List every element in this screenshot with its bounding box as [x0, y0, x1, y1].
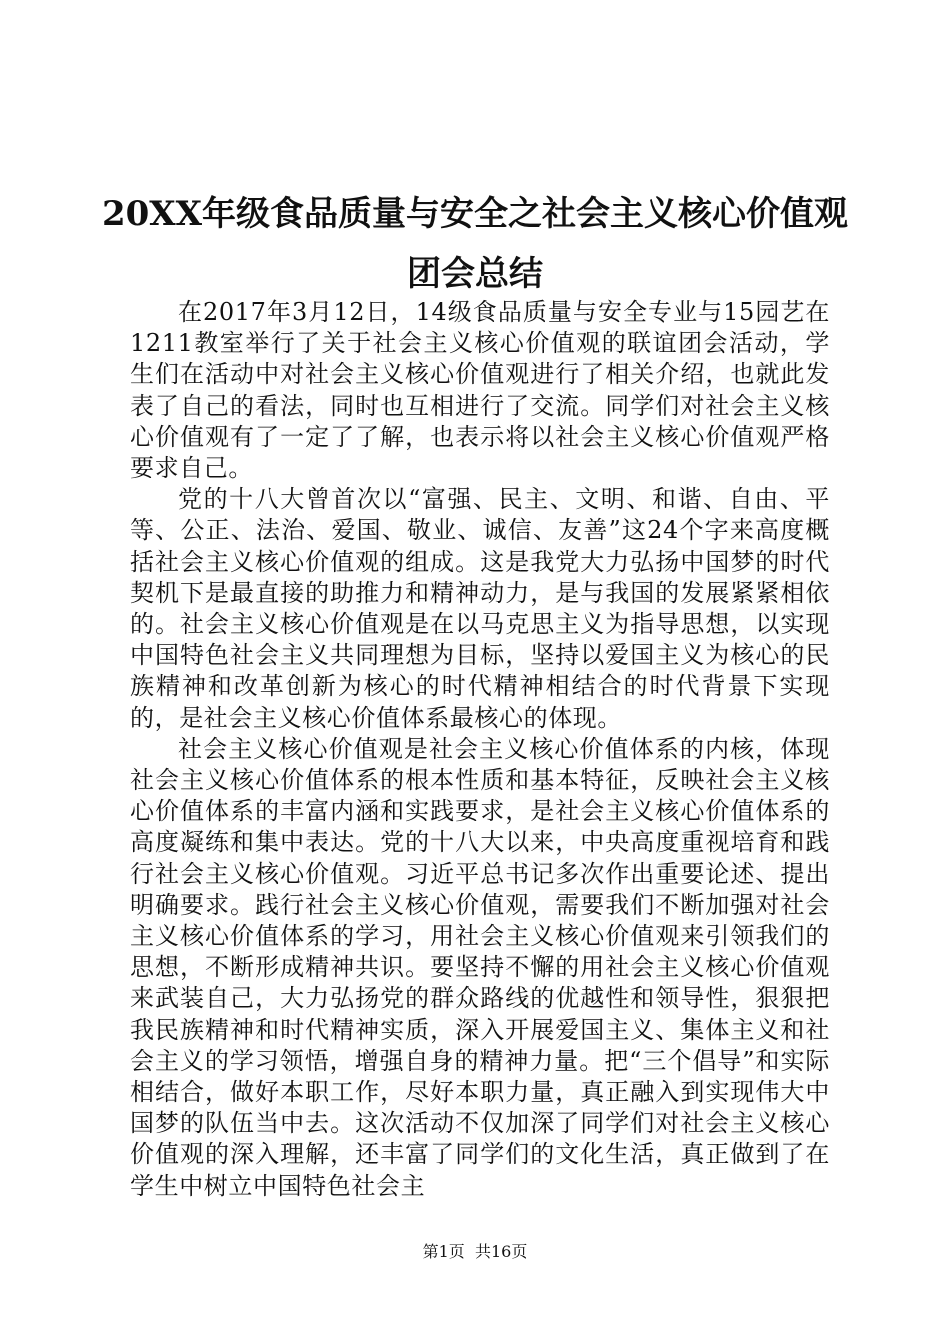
paragraph: 在2017年3月12日，14级食品质量与安全专业与15园艺在1211教室举行了关于社会主义核心价值观的联谊团会活动，学生们在活动中对社会主义核心价值观进行了相关介绍，也就此发表了自己的看法，同时也互相进行了交流。同学们对社会主义核心价值观有了一定了了解，也表示将以社会主义核心价值观严格要求自己。: [130, 298, 830, 483]
document-title: 20XX年级食品质量与安全之社会主义核心价值观团会总结: [101, 194, 849, 294]
footer-separator: [465, 1242, 475, 1261]
document-body: [130, 297, 830, 1202]
paragraph: 社会主义核心价值观是社会主义核心价值体系的内核，体现社会主义核心价值体系的根本性质和基本特征，反映社会主义核心价值体系的丰富内涵和实践要求，是社会主义核心价值体系的高度凝练和集中表达。党的十八大以来，中央高度重视培育和践行社会主义核心价值观。习近平总书记多次作出重要论述、提出明确要求。践行社会主义核心价值观，需要我们不断加强对社会主义核心价值体系的学习，用社会主义核心价值观来引领我们的思想，不断形成精神共识。要坚持不懈的用社会主义核心价值观来武装自己，大力弘扬党的群众路线的优越性和领导性，狠狠把我民族精神和时代精神实质，深入开展爱国主义、集体主义和社会主义的学习领悟，增强自身的精神力量。把“三个倡导”和实际相结合，做好本职工作，尽好本职力量，真正融入到实现伟大中国梦的队伍当中去。这次活动不仅加深了同学们对社会主义核心价值观的深入理解，还丰富了同学们的文化生活，真正做到了在学生中树立中国特色社会主: [130, 734, 830, 1200]
paragraph: 党的十八大曾首次以“富强、民主、文明、和谐、自由、平等、公正、法治、爱国、敬业、诚信、友善”这24个字来高度概括社会主义核心价值观的组成。这是我党大力弘扬中国梦的时代契机下是最直接的助推力和精神动力，是与我国的发展紧紧相依的。社会主义核心价值观是在以马克思主义为指导思想，以实现中国特色社会主义共同理想为目标，坚持以爱国主义为核心的民族精神和改革创新为核心的时代精神相结合的时代背景下实现的，是社会主义核心价值体系最核心的体现。: [130, 485, 830, 732]
page-footer: [0, 1242, 950, 1262]
page-total: 共16页: [474, 1242, 528, 1261]
page-number: 第1页: [422, 1242, 465, 1261]
